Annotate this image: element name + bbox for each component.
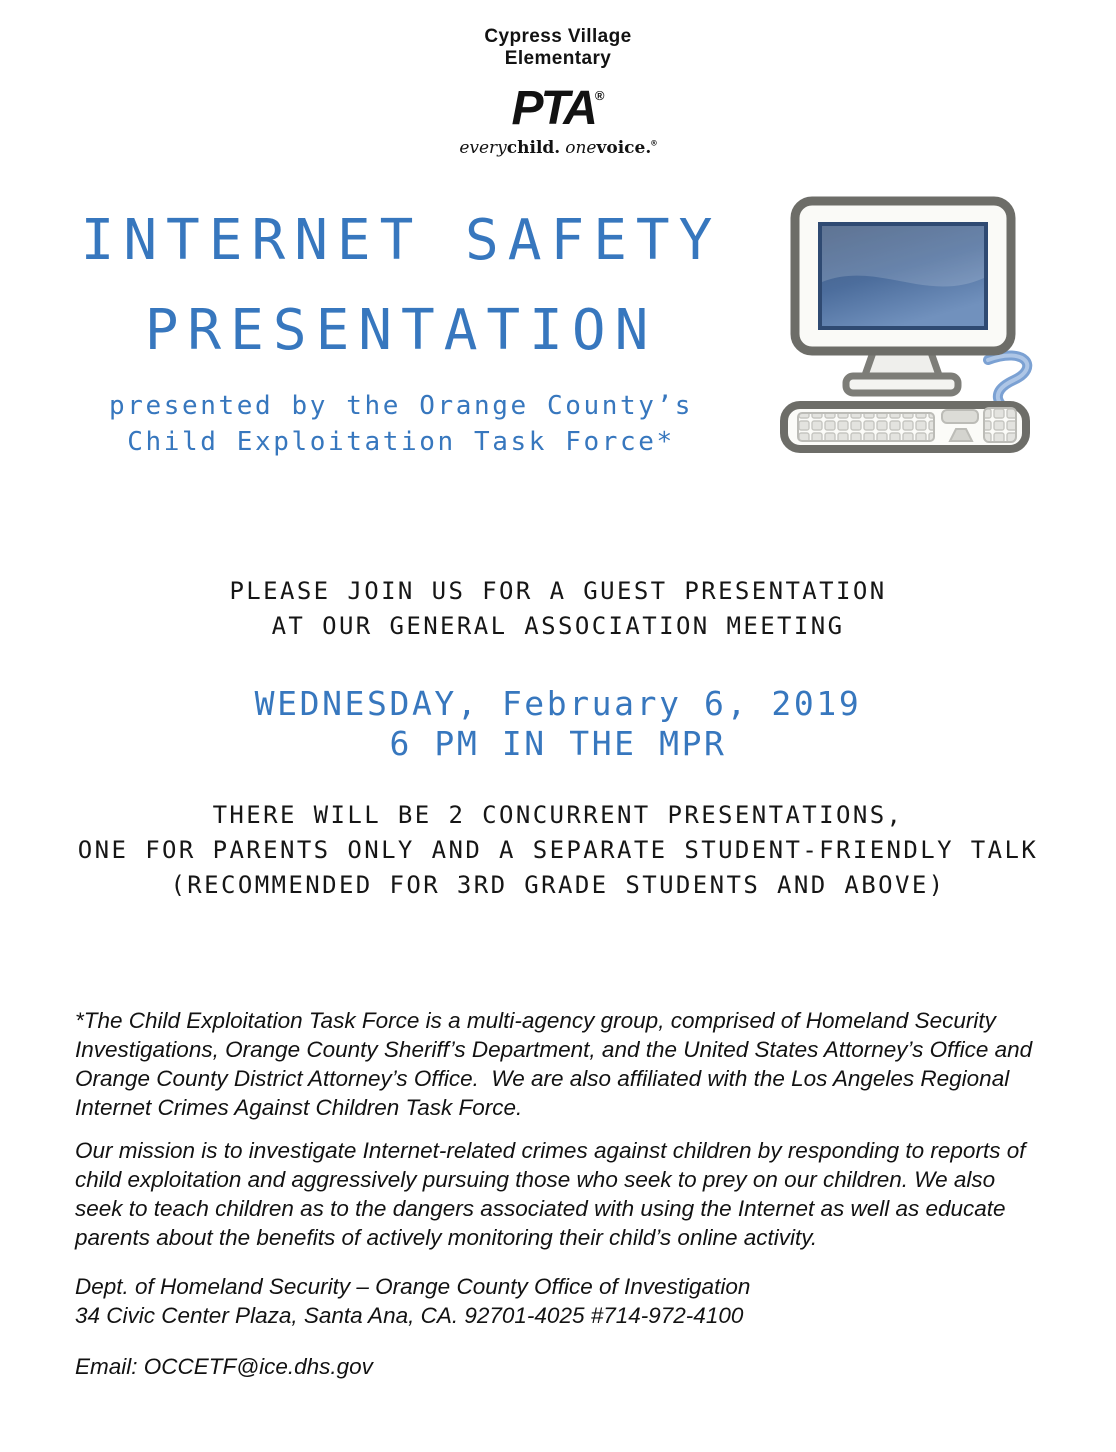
school-name-line1: Cypress Village — [484, 26, 632, 47]
mission-paragraph: Our mission is to investigate Internet-related crimes against children by responding to reports of child exploitation and aggressively pursuing those who seek to prey on our children. We also seek to teach children as to the dangers associated with using the Internet as well as educate parents about the benefits of actively monitoring their child’s online activity. — [75, 1138, 1032, 1250]
invitation-text — [0, 574, 1116, 644]
pta-text: PTA — [511, 82, 595, 135]
tagline-child: child. — [506, 138, 561, 158]
tagline-voice: voice. — [596, 138, 652, 158]
title-line-2: PRESENTATION — [144, 298, 658, 363]
task-force-footnote: *The Child Exploitation Task Force is a multi-agency group, comprised of Homeland Security Investigations, Orange County Sheriff’s Department, and the United States Attorney’s Office and Orange County District Attorney’s Office. We are also affiliated with the Los Angeles Regional Internet Crimes Against Children Task Force. — [75, 1008, 1039, 1120]
pta-wordmark — [0, 72, 1116, 133]
pta-tagline — [0, 134, 1116, 158]
title-line-1: INTERNET SAFETY — [80, 208, 722, 273]
event-date: WEDNESDAY, February 6, 2019 — [254, 684, 862, 723]
subtitle-line-1: presented by the Orange County’s — [108, 391, 694, 421]
registered-trademark-icon: ® — [594, 88, 605, 103]
school-name — [0, 26, 1116, 70]
computer-icon — [772, 192, 1040, 468]
event-details — [0, 798, 1116, 903]
contact-line-1: Dept. of Homeland Security – Orange County Office of Investigation — [75, 1274, 751, 1299]
invitation-line-2: AT OUR GENERAL ASSOCIATION MEETING — [271, 612, 845, 640]
event-time: 6 PM IN THE MPR — [389, 724, 727, 763]
tagline-registered-mark-icon: ® — [651, 139, 657, 149]
details-line-3: (RECOMMENDED FOR 3RD GRADE STUDENTS AND ABOVE) — [170, 871, 946, 899]
page-subtitle — [48, 388, 754, 460]
subtitle-line-2: Child Exploitation Task Force* — [127, 427, 675, 457]
school-name-line2: Elementary — [504, 48, 612, 69]
event-datetime — [0, 684, 1116, 764]
tagline-one: one — [565, 138, 597, 158]
contact-block — [75, 1272, 1045, 1330]
page-title — [48, 196, 754, 376]
details-line-1: THERE WILL BE 2 CONCURRENT PRESENTATIONS, — [212, 801, 904, 829]
pta-logo-block — [0, 26, 1116, 158]
contact-email: Email: OCCETF@ice.dhs.gov — [75, 1354, 373, 1379]
contact-line-2: 34 Civic Center Plaza, Santa Ana, CA. 92701-4025 #714-972-4100 — [75, 1303, 744, 1328]
tagline-every: every — [459, 138, 507, 158]
details-line-2: ONE FOR PARENTS ONLY AND A SEPARATE STUDENT-FRIENDLY TALK — [77, 836, 1039, 864]
invitation-line-1: PLEASE JOIN US FOR A GUEST PRESENTATION — [229, 577, 887, 605]
